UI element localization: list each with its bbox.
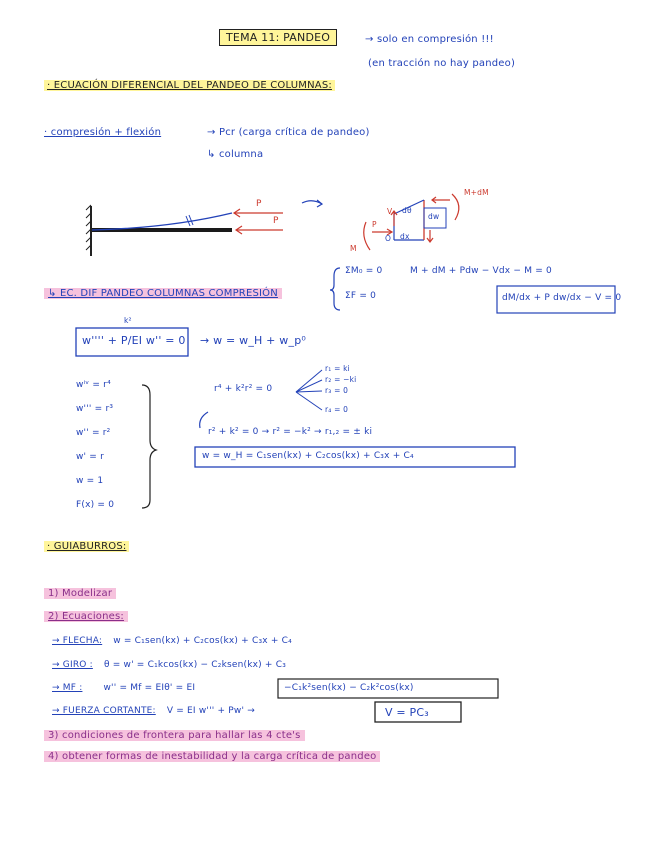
columna-note: ↳ columna — [207, 149, 264, 160]
deriv-0: wⁱᵛ = r⁴ — [76, 380, 111, 390]
equilibrium-moment: ΣM₀ = 0 — [345, 266, 383, 276]
root-4: r₄ = 0 — [325, 405, 349, 414]
cortante-expr: V = EI w''' + Pw' → — [166, 706, 255, 716]
deriv-3: w' = r — [76, 452, 104, 462]
roots-derivation: r² + k² = 0 → r² = −k² → r₁,₂ = ± ki — [208, 427, 373, 437]
flecha-row — [52, 636, 292, 646]
roots-fan — [296, 370, 322, 410]
step-2 — [44, 611, 128, 622]
fbd-p-label: P — [372, 220, 377, 229]
boxed-equation: dM/dx + P dw/dx − V = 0 — [502, 293, 622, 303]
flecha-label: → FLECHA: — [52, 636, 103, 646]
step-3 — [44, 730, 305, 741]
cortante-label: → FUERZA CORTANTE: — [52, 706, 156, 716]
root-3: r₃ = 0 — [325, 386, 349, 395]
step-1-text: 1) Modelizar — [44, 588, 116, 599]
flecha-expr: w = C₁sen(kx) + C₂cos(kx) + C₃x + C₄ — [113, 636, 292, 646]
cortante-row — [52, 706, 255, 716]
deriv-4: w = 1 — [76, 476, 104, 486]
mf-label: → MF : — [52, 683, 83, 693]
beam-load-p2-label: P — [273, 216, 279, 226]
step-4-text: 4) obtener formas de inestabilidad y la carga crítica de pandeo — [44, 751, 380, 762]
beam-load-p-label: P — [256, 199, 262, 209]
mf-box: −C₁k²sen(kx) − C₂k²cos(kx) — [284, 683, 414, 693]
section-heading-text: · ECUACIÓN DIFERENCIAL DEL PANDEO DE COLUMNAS: — [44, 80, 335, 91]
root-2: r₂ = −ki — [325, 375, 357, 384]
ec-dif-text: ↳ EC. DIF PANDEO COLUMNAS COMPRESIÓN — [44, 288, 282, 299]
fbd-dtheta-label: dθ — [402, 206, 412, 215]
main-equation: w'''' + P/EI w'' = 0 — [82, 334, 186, 347]
title-note-2: (en tracción no hay pandeo) — [368, 58, 516, 69]
deriv-2: w'' = r² — [76, 428, 111, 438]
deriv-1: w''' = r³ — [76, 404, 114, 414]
giro-label: → GIRO : — [52, 660, 93, 670]
k2-note: k² — [124, 316, 132, 325]
step-2-text: 2) Ecuaciones: — [44, 611, 128, 622]
giro-expr: θ = w' = C₁kcos(kx) − C₂ksen(kx) + C₃ — [103, 660, 287, 670]
mf-row — [52, 683, 195, 693]
deriv-5: F(x) = 0 — [76, 500, 115, 510]
guiaburros-text: · GUIABURROS: — [44, 541, 129, 552]
step-3-text: 3) condiciones de frontera para hallar las 4 cte's — [44, 730, 305, 741]
fbd-m-dm-label: M+dM — [464, 188, 489, 197]
fbd-v-label: V — [387, 207, 393, 216]
step-1 — [44, 588, 116, 599]
cortante-box: V = PC₃ — [385, 706, 429, 719]
title-box: TEMA 11: PANDEO — [219, 29, 337, 46]
guiaburros-heading — [44, 541, 129, 552]
general-solution: w = w_H = C₁sen(kx) + C₂cos(kx) + C₃x + C₄ — [202, 451, 414, 461]
free-body-diagram — [364, 194, 459, 250]
ec-dif-label — [44, 288, 282, 299]
fbd-m-label: M — [350, 244, 357, 253]
step-4 — [44, 751, 380, 762]
pcr-note: → Pcr (carga crítica de pandeo) — [207, 127, 370, 138]
fbd-o-label: O — [385, 234, 392, 243]
fixed-support-icon — [86, 205, 91, 256]
compresion-flexion-label: · compresión + flexión — [44, 127, 162, 138]
fbd-dx-label: dx — [400, 232, 410, 241]
mf-expr: w'' = Mf = EIθ' = EI — [103, 683, 196, 693]
equilibrium-force: ΣF = 0 — [345, 291, 377, 301]
title-note-1: → solo en compresión !!! — [365, 34, 494, 45]
root-1: r₁ = ki — [325, 364, 350, 373]
characteristic-equation: r⁴ + k²r² = 0 — [214, 384, 273, 394]
fbd-dw-label: dw — [428, 212, 440, 221]
main-result: → w = w_H + w_p⁰ — [200, 334, 306, 347]
equilibrium-expression: M + dM + Pdw − Vdx − M = 0 — [410, 266, 552, 276]
giro-row — [52, 660, 286, 670]
deflected-shape — [92, 213, 232, 230]
